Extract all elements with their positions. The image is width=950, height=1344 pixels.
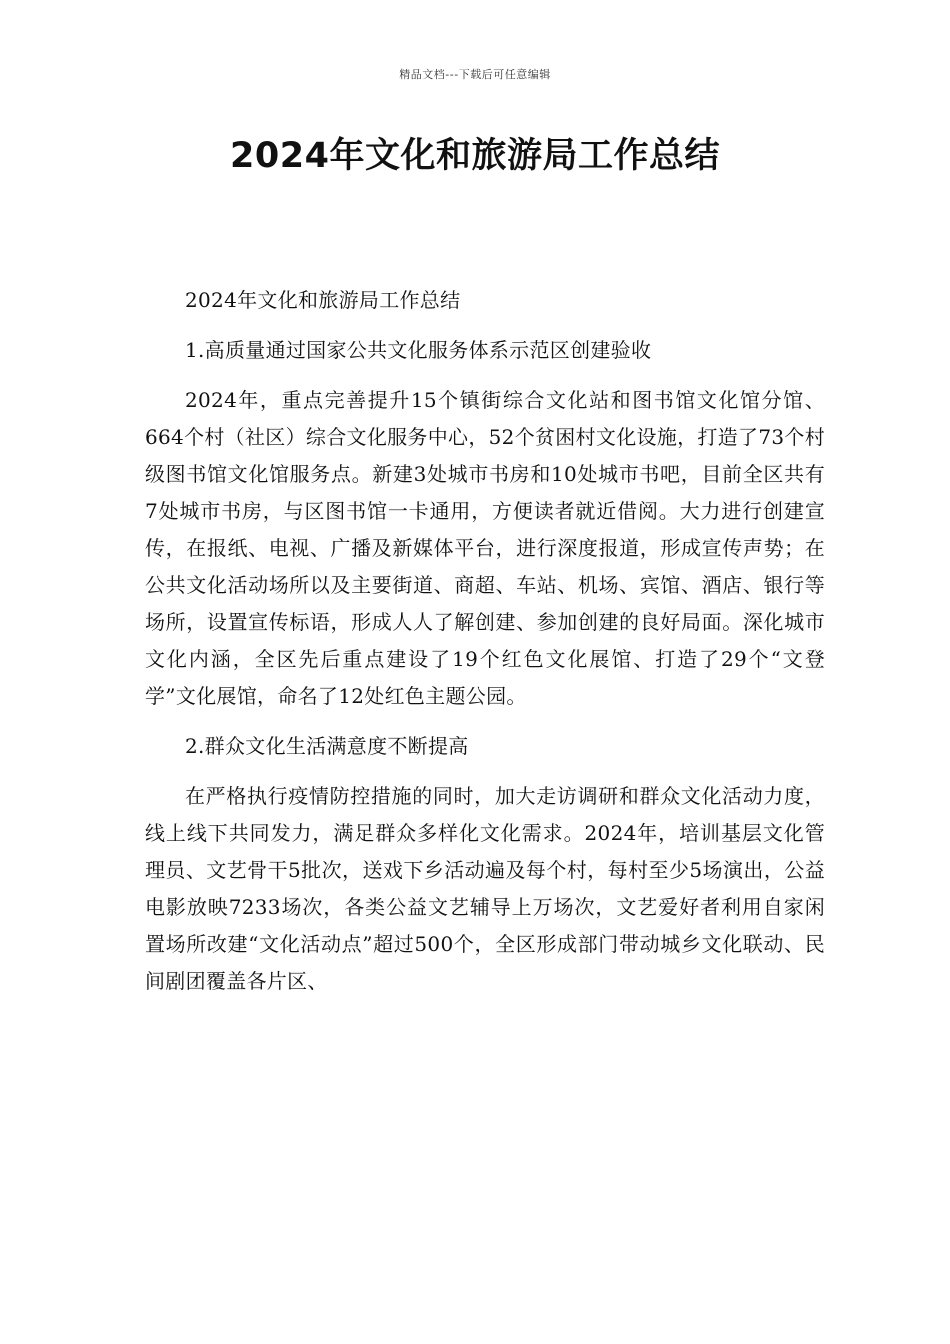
section-heading-1: 1.高质量通过国家公共文化服务体系示范区创建验收 — [185, 338, 652, 362]
document-body — [145, 282, 825, 1013]
section-heading-2: 2.群众文化生活满意度不断提高 — [185, 734, 469, 758]
header-note: 精品文档---下载后可任意编辑 — [399, 68, 551, 81]
document-title: 2024年文化和旅游局工作总结 — [230, 136, 720, 176]
paragraph-subtitle: 2024年文化和旅游局工作总结 — [185, 288, 461, 312]
paragraph-section-2: 在严格执行疫情防控措施的同时，加大走访调研和群众文化活动力度，线上线下共同发力，满足群众多样化文化需求。2024年，培训基层文化管理员、文艺骨干5批次，送戏下乡活动遍及每个村，每村至少5场演出，公益电影放映7233场次，各类公益文艺辅导上万场次，文艺爱好者利用自家闲置场所改建“文化活动点”超过500个，全区形成部门带动城乡文化联动、民间剧团覆盖各片区、 — [145, 784, 825, 993]
paragraph-section-1: 2024年，重点完善提升15个镇街综合文化站和图书馆文化馆分馆、664个村（社区）综合文化服务中心，52个贫困村文化设施，打造了73个村级图书馆文化馆服务点。新建3处城市书房和10处城市书吧，目前全区共有7处城市书房，与区图书馆一卡通用，方便读者就近借阅。大力进行创建宣传，在报纸、电视、广播及新媒体平台，进行深度报道，形成宣传声势；在公共文化活动场所以及主要街道、商超、车站、机场、宾馆、酒店、银行等场所，设置宣传标语，形成人人了解创建、参加创建的良好局面。深化城市文化内涵，全区先后重点建设了19个红色文化展馆、打造了29个“文登学”文化展馆，命名了12处红色主题公园。 — [145, 388, 825, 708]
